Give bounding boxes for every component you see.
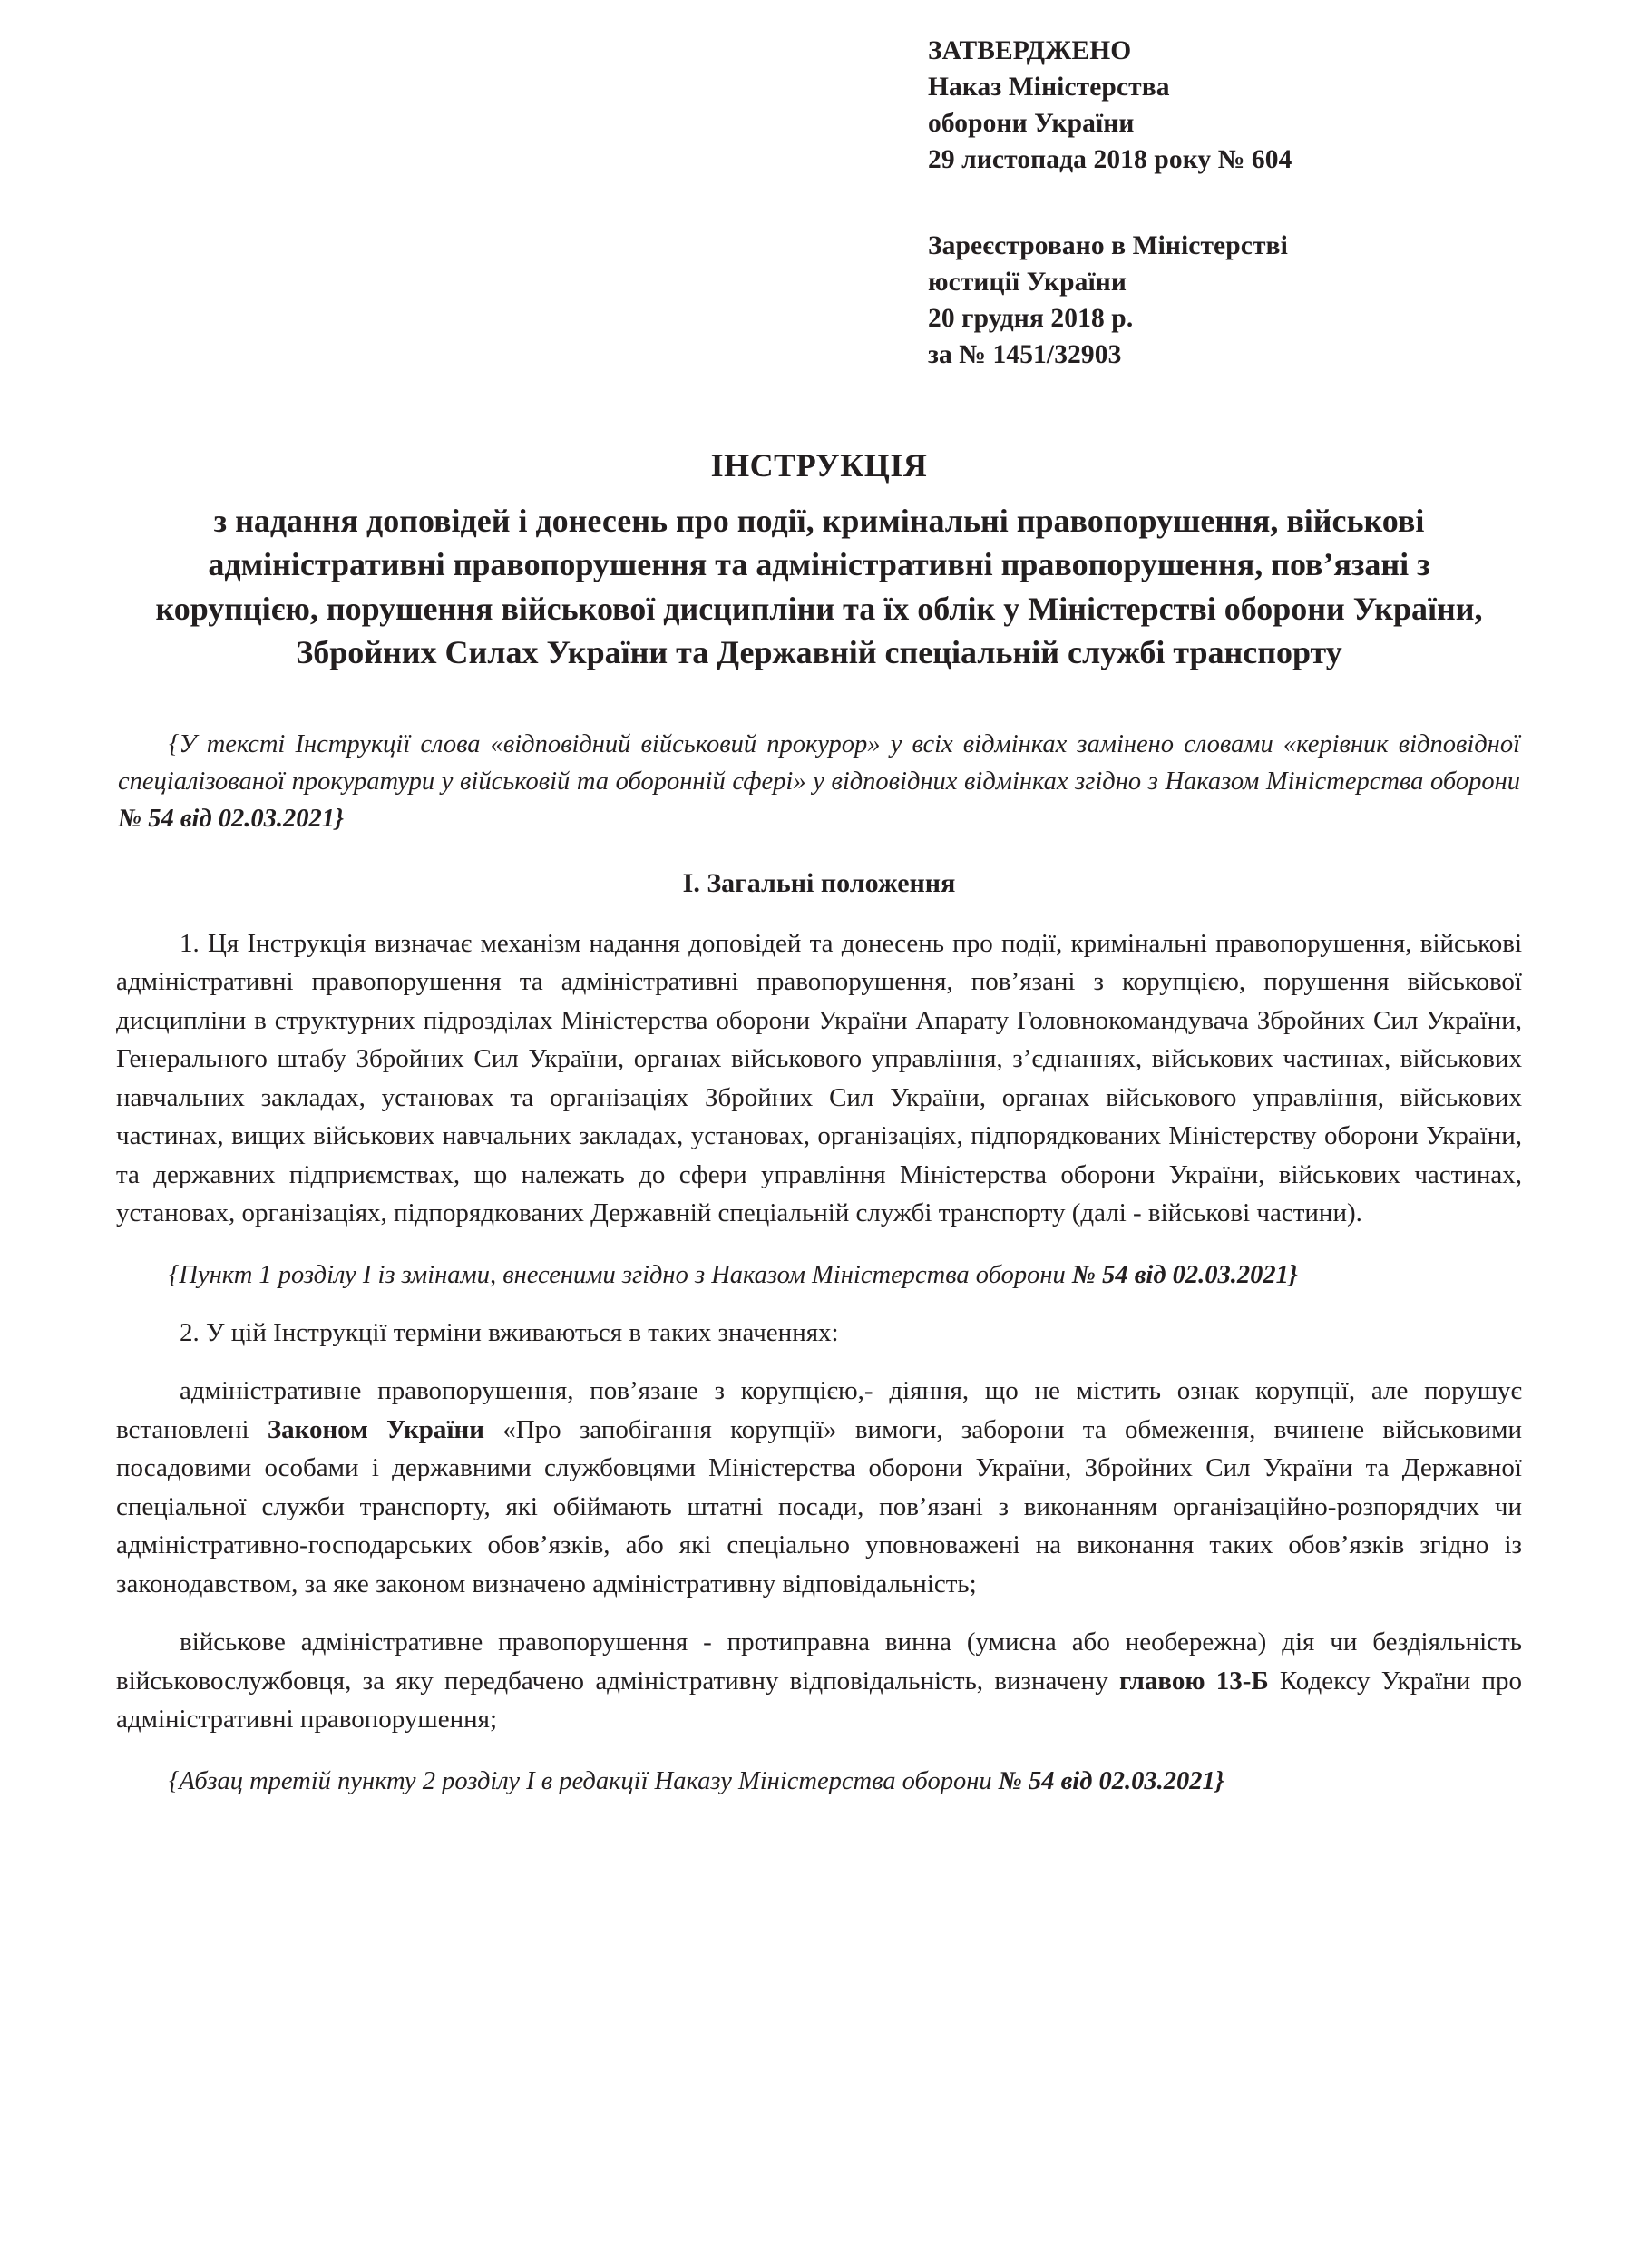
paragraph-1: 1. Ця Інструкція визначає механізм надання доповідей та донесень про події, кримінальні правопорушення, військові адміністративні правопорушення та адміністративні правопорушення, пов’язані з корупцією, порушення військової дисципліни в структурних підрозділах Міністерства оборони України Апарату Головнокомандувача Збройних Сил України, Генерального штабу Збройних Сил України, органах військового управління, з’єднаннях, військових частинах, військових навчальних закладах, установах та організаціях Збройних Сил України, органах військового управління, військових частинах, вищих військових навчальних закладах, установах, організаціях, підпорядкованих Міністерству оборони України, та державних підприємствах, що належать до сфери управління Міністерства оборони України, військових частинах, установах, організаціях, підпорядкованих Державній спеціальній службі транспорту (далі - військові частини).	[116, 928, 1522, 1227]
registration-line-2: юстиції України	[928, 268, 1127, 297]
editorial-note-point-2-body: {Абзац третій пункту 2 розділу I в редакції Наказу Міністерства оборони	[169, 1766, 999, 1795]
paragraph-2-definition-1	[116, 1372, 1522, 1603]
page-title	[116, 444, 1522, 675]
definition-1-part-2: «Про запобігання корупції» вимоги, заборони та обмеження, вчинене військовими посадовими особами і державними службовцями Міністерства оборони України, Збройних Сил України та Державної спеціальної служби транспорту, які обіймають штатні посади, пов’язані з виконанням організаційно-розпорядчих чи адміністративно-господарських обов’язків, або які спеціально уповноважені на виконання таких обов’язків згідно із законодавством, за яке законом визначено адміністративну відповідальність;	[116, 1414, 1522, 1598]
registration-line-3: 20 грудня 2018 р.	[928, 304, 1134, 333]
definition-2-part-2: Кодексу України про адміністративні правопорушення;	[116, 1666, 1523, 1734]
registration-line-1: Зареєстровано в Міністерстві	[928, 231, 1288, 260]
editorial-note-point-2-paragraph-3	[116, 1763, 1522, 1800]
paragraph-2-definition-2	[116, 1623, 1522, 1739]
document-header	[116, 33, 1522, 373]
approval-line-3: оборони України	[928, 109, 1135, 138]
definition-2-chapter-link[interactable]: главою 13-Б	[1118, 1666, 1269, 1696]
definition-1-part-1: адміністративне правопорушення, пов’язане з корупцією,- діяння, що не містить ознак корупції, але порушує встановлені	[116, 1376, 1522, 1444]
registration-block	[928, 228, 1522, 373]
registration-line-4: за № 1451/32903	[928, 340, 1122, 369]
document-title-subtitle: з надання доповідей і донесень про події, кримінальні правопорушення, військові адміністративні правопорушення та адміністративні правопорушення, пов’язані з корупцією, порушення військової дисципліни та їх облік у Міністерстві оборони України, Збройних Силах України та Державній спеціальній службі транспорту	[155, 502, 1483, 670]
definition-2-part-1: військове адміністративне правопорушення - протиправна винна (умисна або необережна) дія чи бездіяльність військовослужбовця, за яку передбачено адміністративну відповідальність, визначену	[116, 1628, 1522, 1696]
editorial-note-reference[interactable]: № 54 від 02.03.2021}	[118, 804, 344, 833]
editorial-note-point-1	[116, 1256, 1522, 1294]
editorial-note-point-1-reference[interactable]: № 54 від 02.03.2021}	[1071, 1260, 1298, 1289]
editorial-note-text-replacement	[116, 726, 1522, 837]
editorial-note-point-1-body: {Пункт 1 розділу I із змінами, внесеними згідно з Наказом Міністерства оборони	[169, 1260, 1072, 1289]
approval-line-2: Наказ Міністерства	[928, 73, 1170, 102]
document-title-main: ІНСТРУКЦІЯ	[710, 447, 928, 484]
approval-line-1: ЗАТВЕРДЖЕНО	[928, 36, 1132, 65]
section-heading-1: I. Загальні положення	[682, 867, 956, 898]
editorial-note-point-2-reference[interactable]: № 54 від 02.03.2021}	[998, 1766, 1224, 1795]
definition-1-law-link[interactable]: Законом України	[267, 1414, 484, 1444]
editorial-note-body: {У тексті Інструкції слова «відповідний військовий прокурор» у всіх відмінках замінено словами «керівник відповідної спеціалізованої прокуратури у військовій та оборонній сфері» у відповідних відмінках згідно з Наказом Міністерства оборони	[118, 729, 1520, 796]
approval-block	[928, 33, 1522, 178]
approval-line-4: 29 листопада 2018 року № 604	[928, 145, 1292, 174]
paragraph-2-intro: 2. У цій Інструкції терміни вживаються в таких значеннях:	[180, 1317, 839, 1347]
